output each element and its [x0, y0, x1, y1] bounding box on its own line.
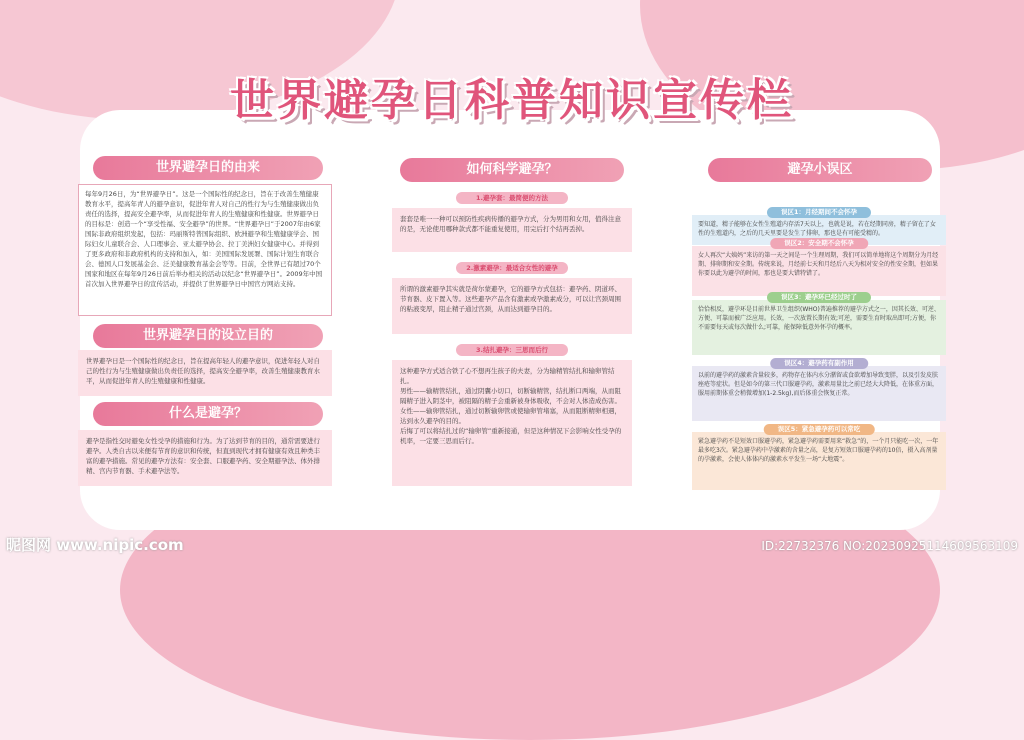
myth-label: 误区3：避孕环已经过时了 — [767, 292, 871, 303]
sub-condom: 1.避孕套：最简便的方法 — [456, 192, 568, 204]
heading-myths: 避孕小误区 — [708, 158, 932, 182]
myth-text: 女人再次“大姨妈”来访的第一天之间是一个生理周期，我们可以简单地将这个周期分为月经期、排卵期和安全期。传统来说，月经前七天和月经后八天为相对安全的性安全期，但如果你要以此为避孕的时间，那也是要大错特错了。 — [692, 246, 946, 296]
myth-label: 误区2：安全期不会怀孕 — [770, 238, 868, 249]
what-text: 避孕是指性交时避免女性受孕的措施和行为。为了达到节育的目的，通常需要进行避孕。人类自古以来便有节育的意识和传统，但直到现代才拥有健康有效且种类丰富的避孕措施。常见的避孕方法有：安全套、口服避孕药、安全期避孕法、体外排精、宫内节育器、手术避孕法等。 — [78, 430, 332, 486]
myth-text: 紧急避孕药不是短效口服避孕药，紧急避孕药需要用来“救急”的，一个月只能吃一次，一年最多吃3次。紧急避孕药中孕激素的含量之高，是复方短效口服避孕药的10倍，摄入高剂量的孕激素，会使人体体内的激素水平发生一场“大地震”。 — [692, 432, 946, 490]
myth-text: 要知道，精子能够在女性生殖道内存活7天以上，也就是说，若在经期同房，精子留在了女性的生殖道内，之后的几天里要是发生了排卵，那也是有可能受精的。 — [692, 215, 946, 245]
heading-how: 如何科学避孕？ — [400, 158, 624, 182]
myth-card — [692, 238, 946, 296]
myth-label: 误区4：避孕药有副作用 — [770, 358, 868, 369]
watermark-right: ID:22732376 NO:20230925114609563109 — [761, 539, 1018, 553]
ligation-text: 这种避孕方式适合铁了心不想再生孩子的夫妻，分为输精管结扎和输卵管结扎。 男性——输精管结扎，通过阴囊小切口，切断输精管，结扎断口两端，从而阻隔精子进入阴茎中，被阻隔的精子会重新被身体吸收，不会对人体造成伤害。 女性——输卵管结扎，通过切断输卵管或使输卵管堵塞，从而阻断精卵相遇，达到永久避孕的目的。 后悔了可以将结扎过的“输卵管”重新接通，但是这种情况下会影响女性受孕的机率，一定要三思而后行。 — [392, 360, 632, 486]
myth-text: 以前的避孕药的激素含量较多，药物存在体内水分潴留或食欲增加导致变胖，以及引发皮肤痤疮等症状。但是如今的第三代口服避孕药，激素用量比之前已经大大降低，在体重方面，服用前期体重会稍微增加(1-2.5kg),而后体重会恢复正常。 — [692, 366, 946, 421]
condom-text: 套套是唯一一种可以预防性疾病传播的避孕方式，分为男用和女用，值得注意的是，无论使用哪种款式都不能重复使用，用完后打个结再丢掉。 — [392, 208, 632, 252]
myth-card — [692, 358, 946, 421]
purpose-text: 世界避孕日是一个国际性的纪念日，旨在提高年轻人的避孕意识，促进年轻人对自己的性行为与生殖健康做出负责任的选择，提高安全避孕率，改善生殖健康教育水平，从而促进年青人的生殖健康和性健康。 — [78, 350, 332, 396]
sub-ligation: 3.结扎避孕：三思而后行 — [456, 344, 568, 356]
myth-card — [692, 424, 946, 490]
myth-label: 误区1：月经期间不会怀孕 — [767, 207, 871, 218]
origin-text: 每年9月26日，为“世界避孕日”。这是一个国际性的纪念日，旨在于改善生殖健康教育水平，提高年青人的避孕意识，促进年青人对自己的性行为与生殖健康做出负责任的选择，提高安全避孕率，从而促进年青人的生殖健康和性健康。世界避孕日的目标是：创造一个“享受性福、安全避孕”的世界。“世界避孕日”于2007年由6家国际非政府组织发起，包括：玛丽斯特普国际组织、欧洲避孕和生殖健康学会、国际妇女儿童联合会、人口理事会、亚太避孕协会、拉丁美洲妇女健康中心。并得到了更多政府和非政府机构的支持和加入，如：美国国际发展署、国际计划生育联合会、德国人口发展基金会、泛美健康教育基金会等等。目前，全世界已有超过70个国家和地区在每年9月26日前后举办相关的活动以纪念“世界避孕日”。2009年中国首次加入世界避孕日的宣传活动，并提供了世界避孕日中国官方网站支持。 — [78, 184, 332, 316]
sub-hormone: 2.激素避孕：最适合女性的避孕 — [456, 262, 568, 274]
page-title: 世界避孕日科普知识宣传栏 — [230, 75, 794, 126]
myth-card — [692, 292, 946, 355]
watermark-left: 昵图网 www.nipic.com — [6, 536, 184, 554]
myth-label: 误区5：紧急避孕药可以常吃 — [764, 424, 875, 435]
myth-text: 恰恰相反，避孕环是目前世界卫生组织(WHO)普遍推荐的避孕方式之一，因其长效、可逆、方便、可靠而被广泛应用。长效，一次放置长期有效;可逆，需要生育时取出即可;方便，你不需要每天或每次做什么;可靠，能保障低意外怀孕的概率。 — [692, 300, 946, 355]
heading-what: 什么是避孕？ — [93, 402, 323, 426]
hormone-text: 所谓的激素避孕其实就是荷尔蒙避孕，它的避孕方式包括：避孕药、阴道环、节育器、皮下置入等。这些避孕产品含有激素或孕激素成分，可以让宫颈周围的粘液变厚，阻止精子通过宫颈，从而达到避孕目的。 — [392, 278, 632, 334]
heading-purpose: 世界避孕日的设立目的 — [93, 324, 323, 348]
heading-origin: 世界避孕日的由来 — [93, 156, 323, 180]
